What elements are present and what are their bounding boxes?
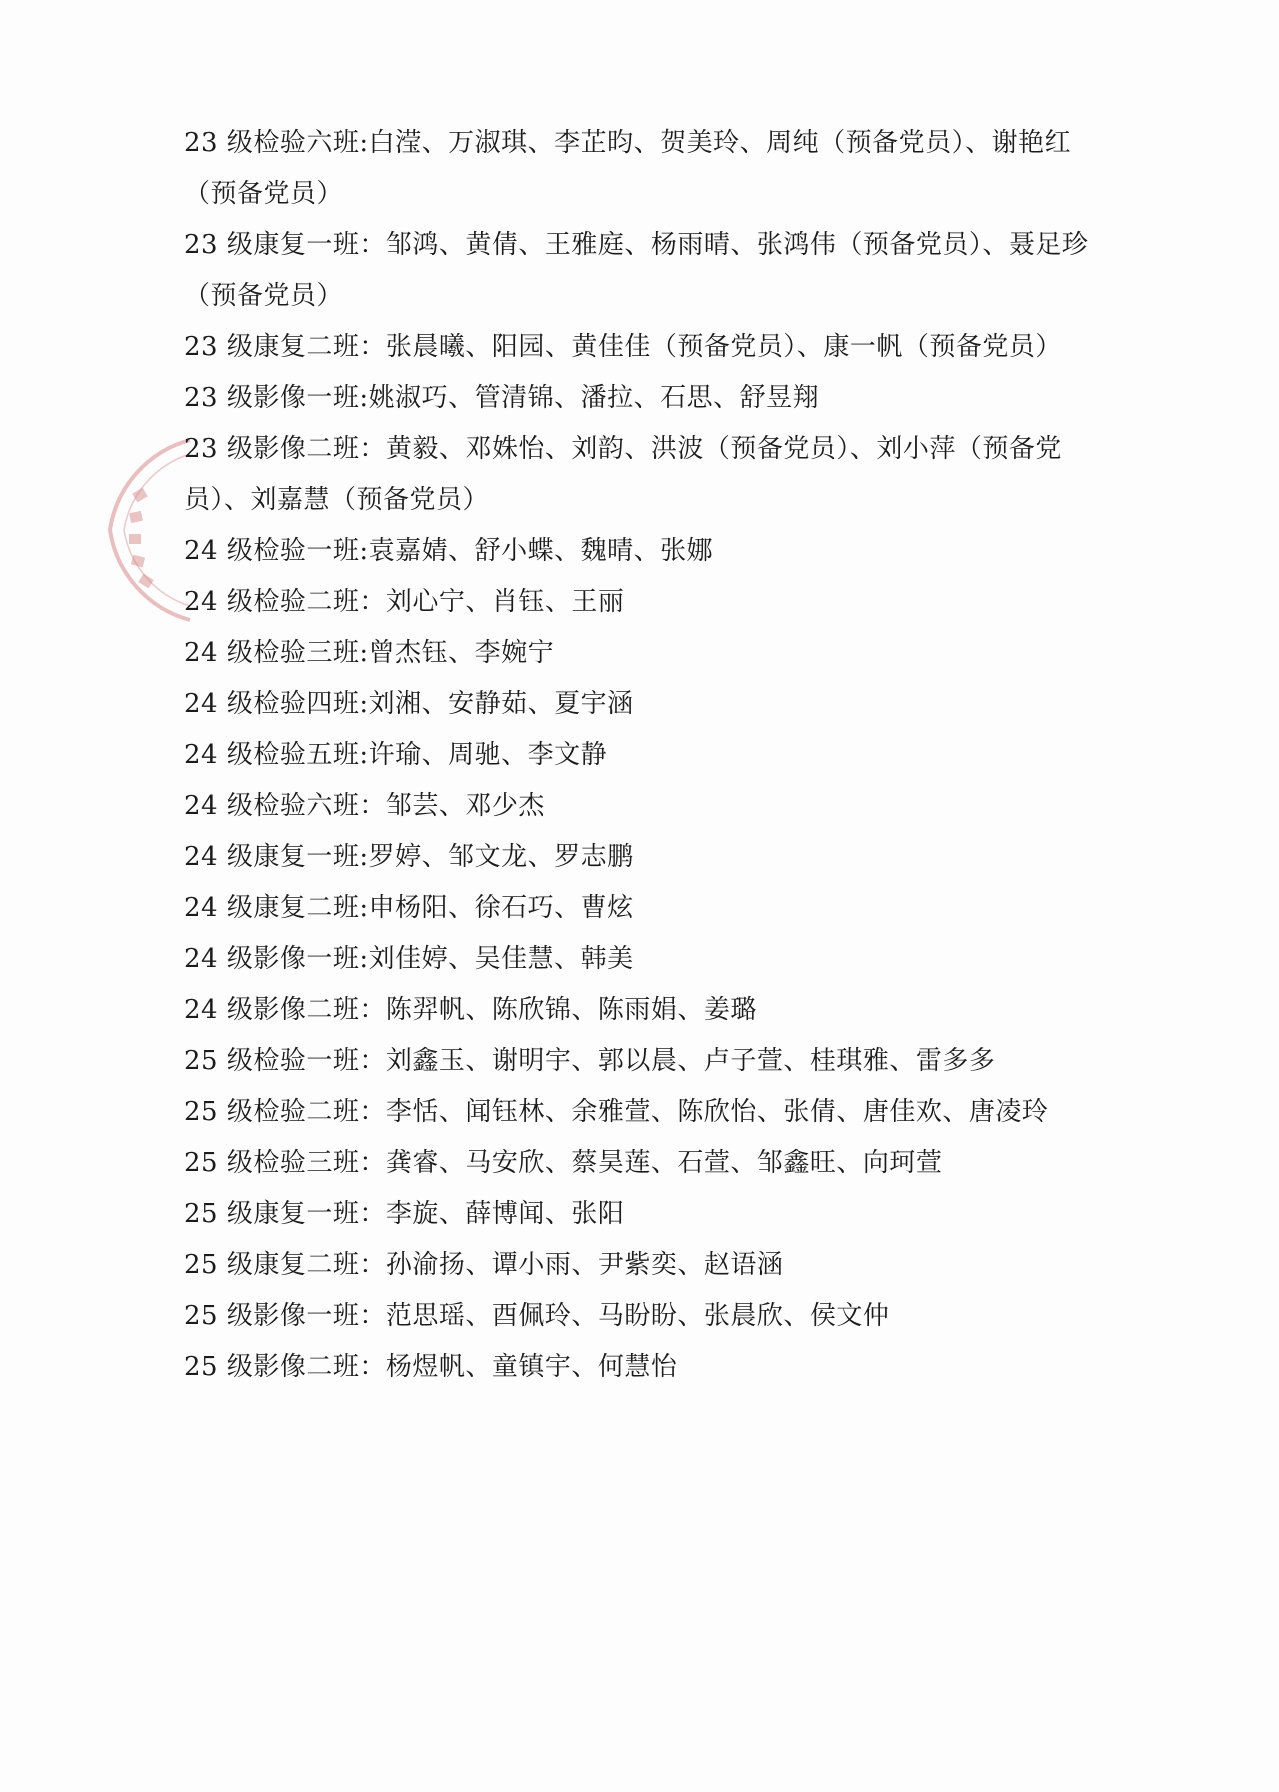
separator: : (359, 842, 369, 872)
class-entry (184, 832, 1104, 883)
separator: : (359, 638, 369, 668)
separator: ： (359, 230, 386, 260)
separator: : (359, 893, 369, 923)
member-names: 李旋、薛博闻、张阳 (385, 1199, 625, 1229)
member-names: 白滢、万淑琪、李芷昀、贺美玲、周纯（预备党员）、谢艳红（预备党员） (184, 128, 1072, 209)
class-name: 24 级康复二班 (184, 893, 360, 923)
class-entry (184, 934, 1104, 985)
separator: : (359, 536, 369, 566)
member-names: 范思瑶、酉佩玲、马盼盼、张晨欣、侯文仲 (385, 1301, 890, 1331)
member-names: 刘心宁、肖钰、王丽 (385, 587, 625, 617)
separator: ： (359, 1250, 386, 1280)
class-name: 25 级检验二班 (184, 1097, 360, 1127)
class-name: 25 级影像二班 (184, 1352, 360, 1382)
class-entry (184, 118, 1104, 220)
class-entry (184, 1087, 1104, 1138)
class-name: 24 级检验一班 (184, 536, 360, 566)
member-names: 张晨曦、阳园、黄佳佳（预备党员）、康一帆（预备党员） (385, 332, 1062, 362)
member-names: 袁嘉婧、舒小蝶、魏晴、张娜 (368, 536, 714, 566)
member-names: 申杨阳、徐石巧、曹炫 (368, 893, 634, 923)
member-names: 曾杰钰、李婉宁 (368, 638, 555, 668)
class-name: 24 级检验四班 (184, 689, 360, 719)
separator: : (359, 740, 369, 770)
class-entry (184, 1036, 1104, 1087)
member-names: 刘湘、安静茹、夏宇涵 (368, 689, 634, 719)
separator: ： (359, 1301, 386, 1331)
member-names: 黄毅、邓姝怡、刘韵、洪波（预备党员）、刘小萍（预备党员）、刘嘉慧（预备党员） (184, 434, 1062, 515)
class-name: 25 级检验一班 (184, 1046, 360, 1076)
separator: ： (359, 1097, 386, 1127)
class-name: 24 级康复一班 (184, 842, 360, 872)
separator: : (359, 128, 369, 158)
member-names: 姚淑巧、管清锦、潘拉、石思、舒昱翔 (368, 383, 820, 413)
class-name: 23 级康复二班 (184, 332, 360, 362)
separator: ： (359, 332, 386, 362)
separator: ： (359, 1352, 386, 1382)
official-seal-stamp (50, 430, 200, 630)
class-name: 24 级检验二班 (184, 587, 360, 617)
separator: : (359, 383, 369, 413)
class-entry (184, 730, 1104, 781)
class-entry (184, 373, 1104, 424)
member-names: 邹鸿、黄倩、王雅庭、杨雨晴、张鸿伟（预备党员）、聂足珍（预备党员） (184, 230, 1089, 311)
class-entry (184, 1138, 1104, 1189)
class-entry (184, 985, 1104, 1036)
class-name: 23 级影像二班 (184, 434, 360, 464)
separator: ： (359, 587, 386, 617)
member-names: 杨煜帆、童镇宇、何慧怡 (385, 1352, 678, 1382)
class-name: 25 级检验三班 (184, 1148, 360, 1178)
class-name: 25 级康复二班 (184, 1250, 360, 1280)
class-entry (184, 1189, 1104, 1240)
class-name: 24 级检验五班 (184, 740, 360, 770)
class-entry (184, 883, 1104, 934)
class-name: 24 级影像二班 (184, 995, 360, 1025)
separator: ： (359, 1148, 386, 1178)
class-name: 25 级影像一班 (184, 1301, 360, 1331)
class-name: 24 级影像一班 (184, 944, 360, 974)
class-entry (184, 1342, 1104, 1393)
separator: ： (359, 1046, 386, 1076)
class-entry (184, 424, 1104, 526)
member-names: 刘佳婷、吴佳慧、韩美 (368, 944, 634, 974)
class-name: 25 级康复一班 (184, 1199, 360, 1229)
class-entry (184, 577, 1104, 628)
class-list (184, 118, 1104, 1393)
separator: ： (359, 434, 386, 464)
separator: : (359, 689, 369, 719)
class-entry (184, 220, 1104, 322)
member-names: 许瑜、周驰、李文静 (368, 740, 608, 770)
class-entry (184, 679, 1104, 730)
class-entry (184, 628, 1104, 679)
separator: : (359, 944, 369, 974)
class-name: 24 级检验六班 (184, 791, 360, 821)
class-entry (184, 526, 1104, 577)
class-entry (184, 781, 1104, 832)
member-names: 孙渝扬、谭小雨、尹紫奕、赵语涵 (385, 1250, 784, 1280)
class-name: 23 级影像一班 (184, 383, 360, 413)
class-name: 24 级检验三班 (184, 638, 360, 668)
member-names: 陈羿帆、陈欣锦、陈雨娟、姜璐 (385, 995, 757, 1025)
class-entry (184, 322, 1104, 373)
separator: ： (359, 1199, 386, 1229)
class-name: 23 级康复一班 (184, 230, 360, 260)
separator: ： (359, 791, 386, 821)
class-name: 23 级检验六班 (184, 128, 360, 158)
separator: ： (359, 995, 386, 1025)
class-entry (184, 1291, 1104, 1342)
member-names: 罗婷、邹文龙、罗志鹏 (368, 842, 634, 872)
member-names: 邹芸、邓少杰 (385, 791, 545, 821)
class-entry (184, 1240, 1104, 1291)
member-names: 刘鑫玉、谢明宇、郭以晨、卢子萱、桂琪雅、雷多多 (385, 1046, 996, 1076)
member-names: 李恬、闻钰林、余雅萱、陈欣怡、张倩、唐佳欢、唐凌玲 (385, 1097, 1049, 1127)
member-names: 龚睿、马安欣、蔡昊莲、石萱、邹鑫旺、向珂萱 (385, 1148, 943, 1178)
